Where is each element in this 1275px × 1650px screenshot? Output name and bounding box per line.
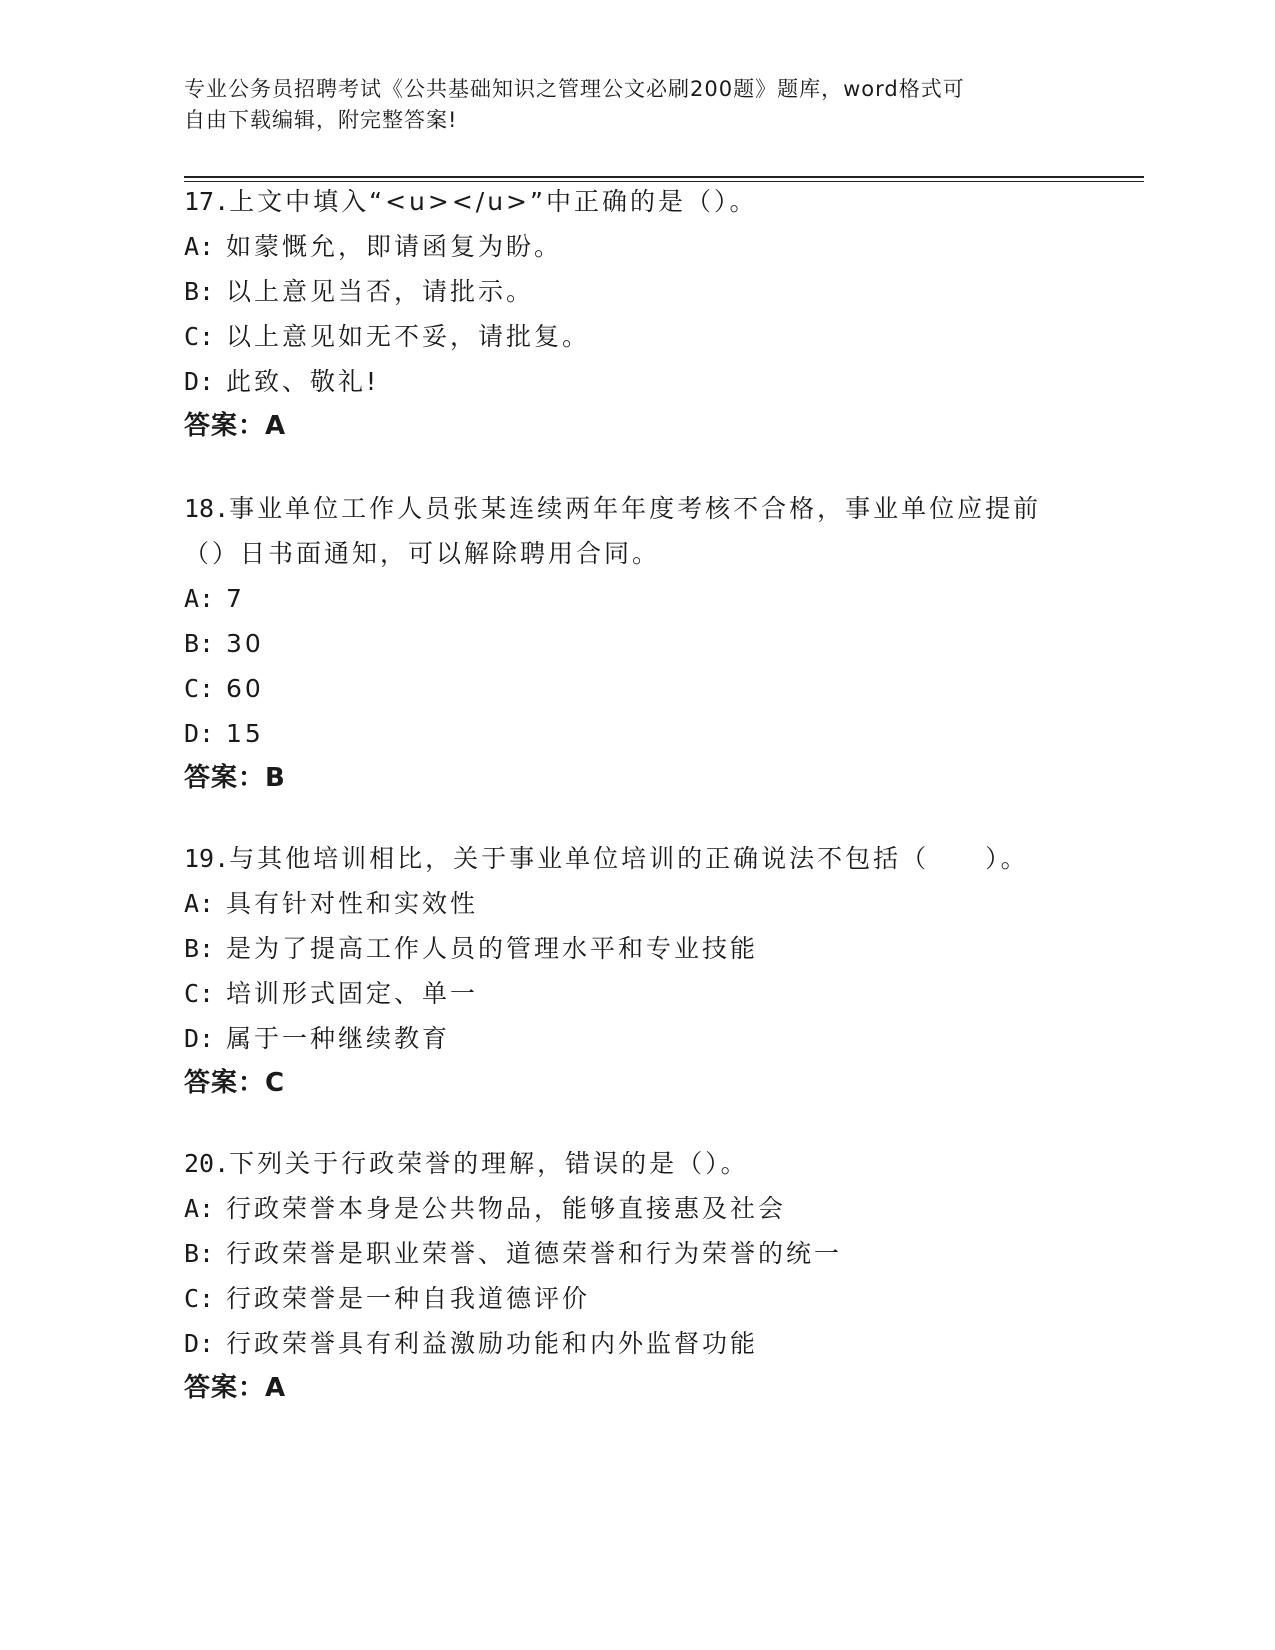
answer-label: 答案：A bbox=[184, 1373, 287, 1403]
option-d bbox=[184, 1016, 1084, 1061]
option-text: 如蒙慨允，即请函复为盼。 bbox=[226, 232, 563, 261]
option-b bbox=[184, 269, 1084, 314]
option-text: 15 bbox=[226, 719, 264, 748]
question-stem bbox=[184, 486, 1084, 576]
option-letter: D: bbox=[184, 367, 215, 396]
option-letter: A: bbox=[184, 232, 215, 261]
question-number: 19. bbox=[184, 844, 230, 873]
option-letter: D: bbox=[184, 719, 215, 748]
question-text: 上文中填入“<u></u>”中正确的是（）。 bbox=[229, 187, 758, 216]
option-text: 以上意见当否，请批示。 bbox=[226, 277, 535, 306]
option-text: 7 bbox=[226, 584, 245, 613]
option-text: 以上意见如无不妥，请批复。 bbox=[226, 322, 591, 351]
option-letter: B: bbox=[184, 277, 215, 306]
option-b bbox=[184, 621, 1084, 666]
option-d bbox=[184, 711, 1084, 756]
option-letter: B: bbox=[184, 934, 215, 963]
option-letter: C: bbox=[184, 1284, 215, 1313]
option-text: 30 bbox=[226, 629, 264, 658]
option-a bbox=[184, 224, 1084, 269]
option-letter: C: bbox=[184, 979, 215, 1008]
option-letter: C: bbox=[184, 674, 215, 703]
option-b bbox=[184, 1231, 1084, 1276]
option-a bbox=[184, 1186, 1084, 1231]
question-19 bbox=[184, 836, 1084, 1105]
option-c bbox=[184, 314, 1084, 359]
option-c bbox=[184, 1276, 1084, 1321]
option-letter: C: bbox=[184, 322, 215, 351]
question-text: 与其他培训相比，关于事业单位培训的正确说法不包括（ ）。 bbox=[229, 844, 1029, 873]
question-text: 事业单位工作人员张某连续两年年度考核不合格，事业单位应提前（）日书面通知，可以解除聘用合同。 bbox=[184, 494, 1042, 568]
question-number: 18. bbox=[184, 494, 230, 523]
question-17 bbox=[184, 179, 1084, 448]
option-text: 是为了提高工作人员的管理水平和专业技能 bbox=[226, 934, 759, 963]
option-d bbox=[184, 1321, 1084, 1366]
option-letter: A: bbox=[184, 584, 215, 613]
option-letter: A: bbox=[184, 889, 215, 918]
option-text: 具有针对性和实效性 bbox=[226, 889, 479, 918]
option-letter: A: bbox=[184, 1194, 215, 1223]
option-a bbox=[184, 576, 1084, 621]
option-text: 行政荣誉具有利益激励功能和内外监督功能 bbox=[226, 1329, 759, 1358]
question-stem bbox=[184, 836, 1084, 881]
header-line-2: 自由下载编辑，附完整答案! bbox=[184, 108, 458, 132]
option-text: 属于一种继续教育 bbox=[226, 1024, 451, 1053]
option-d bbox=[184, 359, 1084, 404]
header-rule-thick bbox=[184, 176, 1144, 178]
option-letter: D: bbox=[184, 1329, 215, 1358]
option-text: 培训形式固定、单一 bbox=[226, 979, 479, 1008]
question-stem bbox=[184, 1141, 1084, 1186]
option-b bbox=[184, 926, 1084, 971]
header-line-1: 专业公务员招聘考试《公共基础知识之管理公文必刷200题》题库，word格式可 bbox=[184, 77, 965, 101]
option-text: 行政荣誉本身是公共物品，能够直接惠及社会 bbox=[226, 1194, 787, 1223]
question-number: 20. bbox=[184, 1149, 230, 1178]
question-stem bbox=[184, 179, 1084, 224]
option-a bbox=[184, 881, 1084, 926]
answer-label: 答案：A bbox=[184, 411, 287, 441]
question-number: 17. bbox=[184, 187, 230, 216]
option-c bbox=[184, 971, 1084, 1016]
option-text: 60 bbox=[226, 674, 264, 703]
option-text: 行政荣誉是职业荣誉、道德荣誉和行为荣誉的统一 bbox=[226, 1239, 843, 1268]
question-18 bbox=[184, 486, 1084, 800]
option-letter: B: bbox=[184, 1239, 215, 1268]
document-header bbox=[184, 74, 1064, 136]
answer-label: 答案：C bbox=[184, 1068, 286, 1098]
option-text: 行政荣誉是一种自我道德评价 bbox=[226, 1284, 591, 1313]
answer-label: 答案：B bbox=[184, 763, 286, 793]
question-text: 下列关于行政荣誉的理解，错误的是（）。 bbox=[229, 1149, 749, 1178]
question-20 bbox=[184, 1141, 1084, 1410]
option-letter: B: bbox=[184, 629, 215, 658]
option-text: 此致、敬礼! bbox=[226, 367, 380, 396]
option-letter: D: bbox=[184, 1024, 215, 1053]
option-c bbox=[184, 666, 1084, 711]
